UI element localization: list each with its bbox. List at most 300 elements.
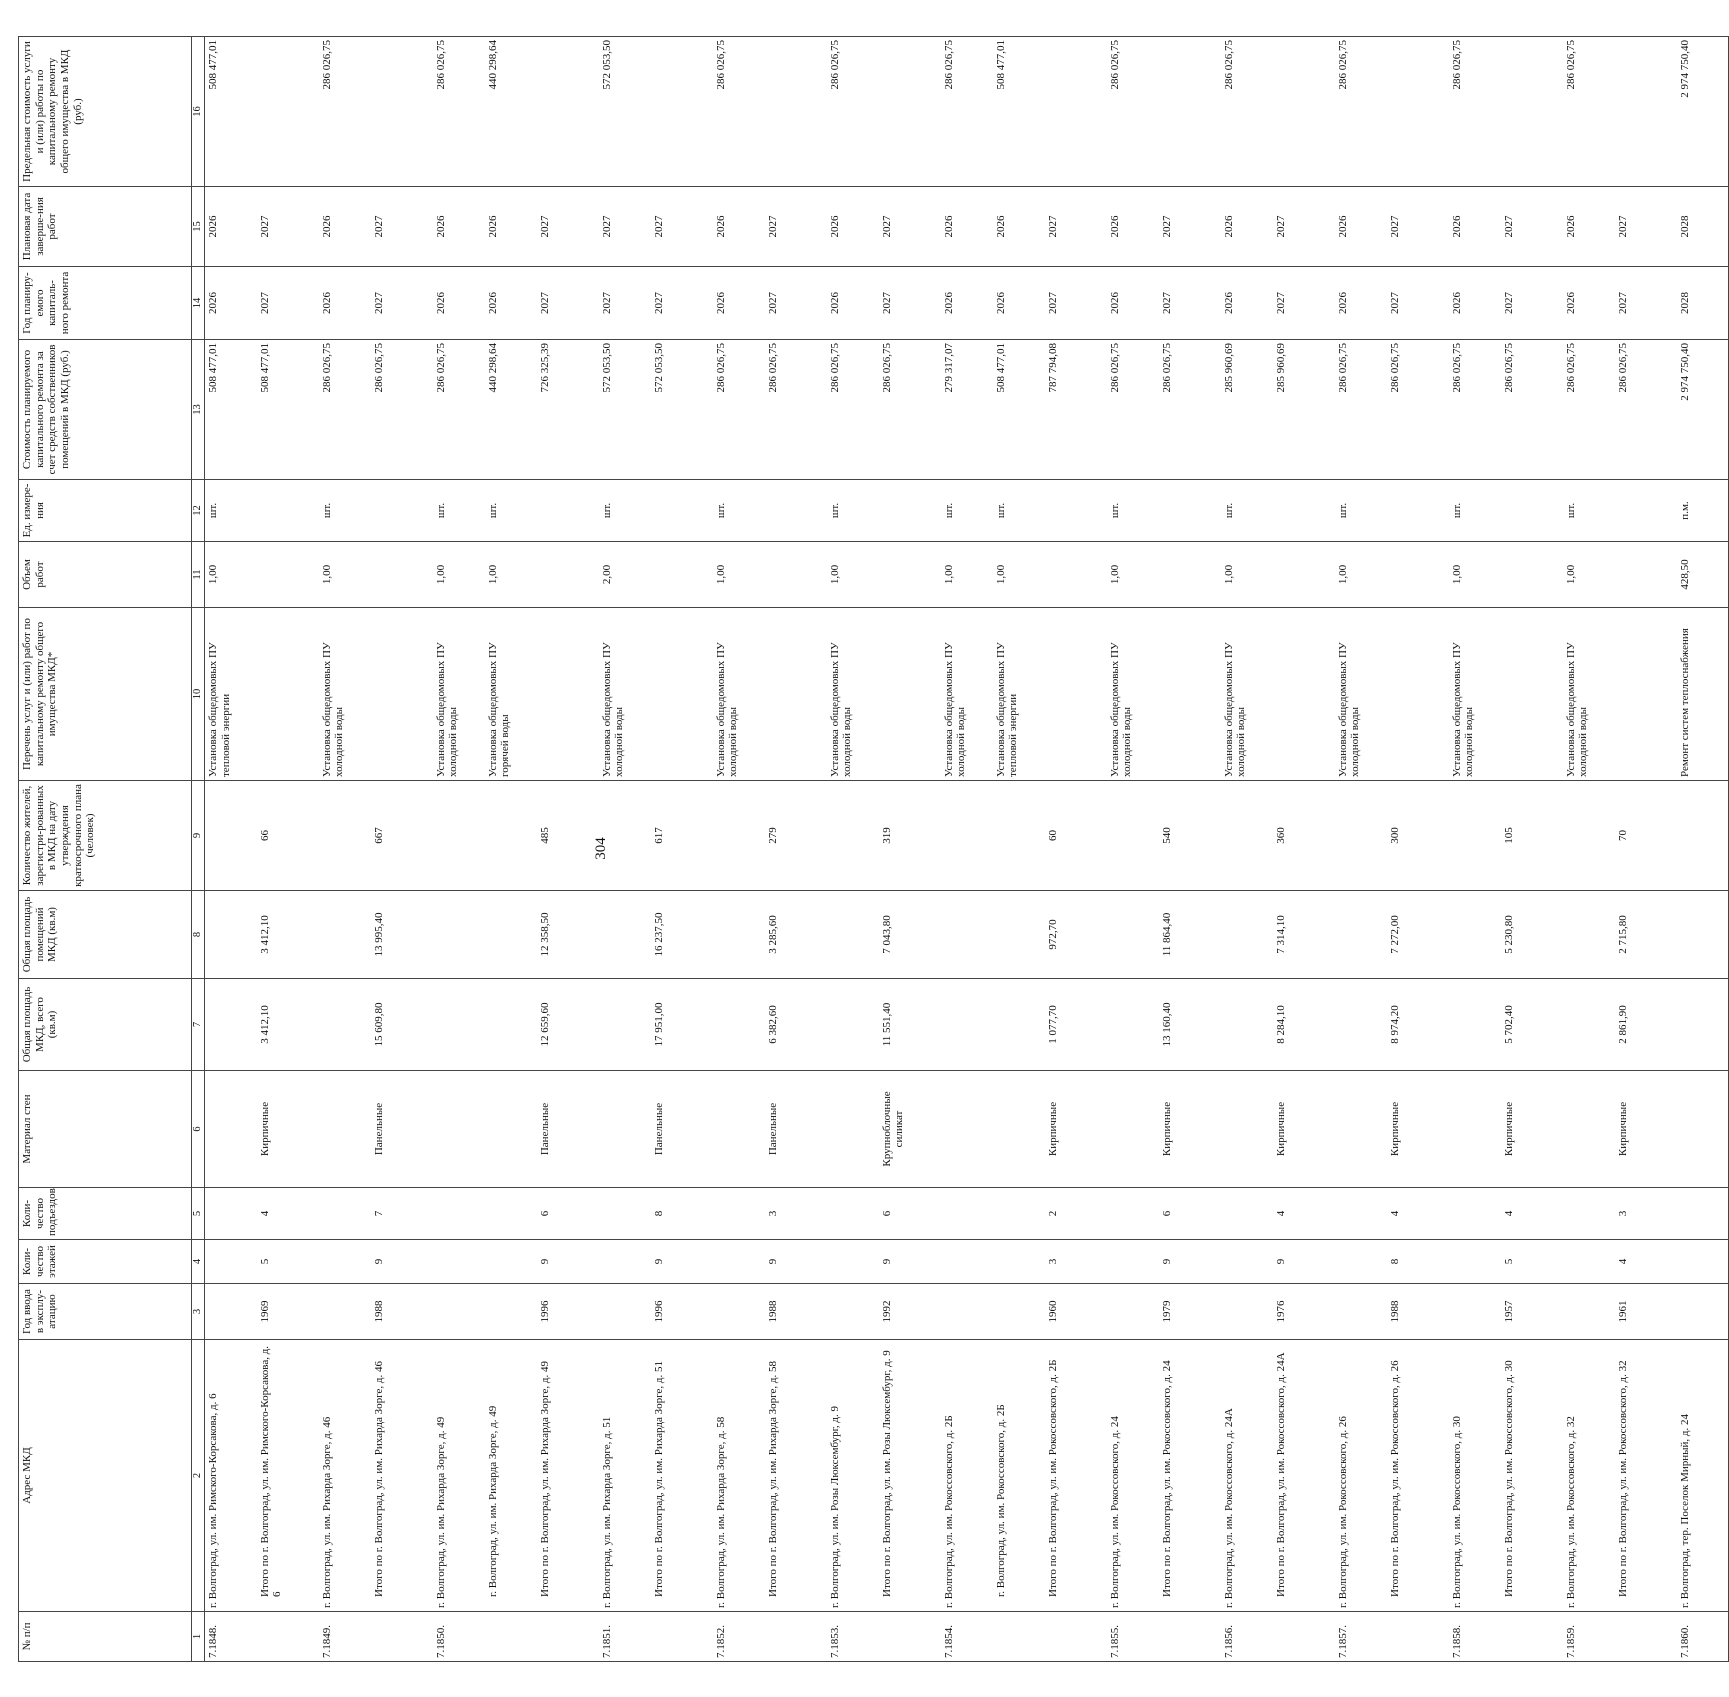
plan-year-cell: 2027 — [1159, 267, 1221, 340]
residents-cell — [1221, 781, 1273, 891]
residents-cell: 66 — [257, 781, 319, 891]
residents-cell: 667 — [371, 781, 433, 891]
entrances-cell — [993, 1188, 1045, 1240]
table-row — [1449, 37, 1501, 1662]
year-cell: 1988 — [1387, 1284, 1449, 1340]
year-cell — [319, 1284, 371, 1340]
volume-cell — [651, 542, 713, 608]
plan-year-cell: 2027 — [599, 267, 651, 340]
floors-cell — [1335, 1240, 1387, 1284]
area-total-cell — [1221, 979, 1273, 1071]
area-total-cell — [319, 979, 371, 1071]
table-body — [205, 37, 1729, 1662]
unit-cell — [1159, 480, 1221, 542]
column-header: № п/п — [19, 1612, 192, 1662]
limit-cost-cell — [537, 37, 599, 187]
year-cell — [433, 1284, 485, 1340]
work-cell — [651, 608, 713, 781]
end-date-cell: 2026 — [1449, 187, 1501, 267]
unit-cell — [371, 480, 433, 542]
area-total-cell: 1 077,70 — [1045, 979, 1107, 1071]
address-cell: г. Волгоград, ул. им. Рокоссовского, д. 30 — [1449, 1340, 1501, 1612]
residents-cell — [319, 781, 371, 891]
entrances-cell: 3 — [1615, 1188, 1677, 1240]
work-cell — [1273, 608, 1335, 781]
limit-cost-cell — [879, 37, 941, 187]
volume-cell: 1,00 — [1563, 542, 1615, 608]
material-cell: Кирпичные — [257, 1071, 319, 1188]
plan-year-cell: 2027 — [1273, 267, 1335, 340]
column-header: Год планиру-емого капиталь-ного ремонта — [19, 267, 192, 340]
limit-cost-cell — [651, 37, 713, 187]
area-rooms-cell: 16 237,50 — [651, 891, 713, 979]
entrances-cell — [941, 1188, 993, 1240]
volume-cell — [765, 542, 827, 608]
unit-cell: шт. — [941, 480, 993, 542]
column-number: 1 — [192, 1612, 205, 1662]
volume-cell: 1,00 — [941, 542, 993, 608]
entrances-cell: 6 — [537, 1188, 599, 1240]
area-total-cell: 8 974,20 — [1387, 979, 1449, 1071]
residents-cell: 485 — [537, 781, 599, 891]
unit-cell: шт. — [433, 480, 485, 542]
limit-cost-cell — [1159, 37, 1221, 187]
end-date-cell: 2026 — [1221, 187, 1273, 267]
volume-cell: 1,00 — [485, 542, 537, 608]
floors-cell — [1107, 1240, 1159, 1284]
table-row — [537, 37, 599, 1662]
entrances-cell: 2 — [1045, 1188, 1107, 1240]
area-total-cell: 11 551,40 — [879, 979, 941, 1071]
plan-year-cell: 2027 — [1615, 267, 1677, 340]
floors-cell: 9 — [765, 1240, 827, 1284]
address-cell: Итого по г. Волгоград, ул. им. Римского-Корсакова, д. 6 — [257, 1340, 319, 1612]
plan-year-cell: 2027 — [1387, 267, 1449, 340]
volume-cell: 1,00 — [713, 542, 765, 608]
cost-cell: 726 325,39 — [537, 340, 599, 480]
year-cell — [599, 1284, 651, 1340]
area-total-cell — [1563, 979, 1615, 1071]
column-number: 6 — [192, 1071, 205, 1188]
residents-cell — [205, 781, 257, 891]
volume-cell: 1,00 — [1449, 542, 1501, 608]
plan-year-cell: 2027 — [1045, 267, 1107, 340]
unit-cell: шт. — [599, 480, 651, 542]
limit-cost-cell: 2 974 750,40 — [1677, 37, 1729, 187]
material-cell — [1563, 1071, 1615, 1188]
end-date-cell: 2027 — [765, 187, 827, 267]
address-cell: г. Волгоград, ул. им. Рихарда Зорге, д. 46 — [319, 1340, 371, 1612]
column-header: Материал стен — [19, 1071, 192, 1188]
work-cell: Установка общедомовых ПУ холодной воды — [1449, 608, 1501, 781]
cost-cell: 508 477,01 — [205, 340, 257, 480]
floors-cell: 9 — [371, 1240, 433, 1284]
year-cell: 1988 — [371, 1284, 433, 1340]
entrances-cell: 4 — [1273, 1188, 1335, 1240]
material-cell — [1677, 1071, 1729, 1188]
address-cell: Итого по г. Волгоград, ул. им. Рокоссовского, д. 30 — [1501, 1340, 1563, 1612]
work-cell — [257, 608, 319, 781]
table-row — [1501, 37, 1563, 1662]
end-date-cell: 2027 — [371, 187, 433, 267]
address-cell: г. Волгоград, ул. им. Рихарда Зорге, д. 58 — [713, 1340, 765, 1612]
area-rooms-cell: 11 864,40 — [1159, 891, 1221, 979]
cost-cell: 572 053,50 — [651, 340, 713, 480]
volume-cell: 1,00 — [319, 542, 371, 608]
limit-cost-cell — [1273, 37, 1335, 187]
unit-cell: шт. — [713, 480, 765, 542]
area-rooms-cell: 3 412,10 — [257, 891, 319, 979]
work-cell — [1159, 608, 1221, 781]
material-cell — [827, 1071, 879, 1188]
unit-cell: шт. — [1563, 480, 1615, 542]
work-cell — [765, 608, 827, 781]
plan-year-cell: 2027 — [651, 267, 713, 340]
area-total-cell — [1107, 979, 1159, 1071]
entrances-cell — [1107, 1188, 1159, 1240]
material-cell — [599, 1071, 651, 1188]
plan-year-cell: 2026 — [1563, 267, 1615, 340]
address-cell: Итого по г. Волгоград, ул. им. Рокоссовского, д. 26 — [1387, 1340, 1449, 1612]
column-number: 13 — [192, 340, 205, 480]
row-number — [879, 1612, 941, 1662]
residents-cell — [941, 781, 993, 891]
area-rooms-cell — [319, 891, 371, 979]
plan-year-cell: 2027 — [257, 267, 319, 340]
area-rooms-cell: 972,70 — [1045, 891, 1107, 979]
entrances-cell — [1449, 1188, 1501, 1240]
limit-cost-cell: 286 026,75 — [1563, 37, 1615, 187]
plan-year-cell: 2026 — [1335, 267, 1387, 340]
residents-cell: 319 — [879, 781, 941, 891]
volume-cell — [1501, 542, 1563, 608]
cost-cell: 286 026,75 — [1615, 340, 1677, 480]
entrances-cell: 7 — [371, 1188, 433, 1240]
column-header: Общая площадь помещений МКД (кв.м) — [19, 891, 192, 979]
work-cell: Установка общедомовых ПУ горячей воды — [485, 608, 537, 781]
table-row — [1677, 37, 1729, 1662]
end-date-cell: 2027 — [257, 187, 319, 267]
area-rooms-cell — [1335, 891, 1387, 979]
cost-cell: 286 026,75 — [319, 340, 371, 480]
entrances-cell — [433, 1188, 485, 1240]
year-cell: 1979 — [1159, 1284, 1221, 1340]
row-number: 7.1858. — [1449, 1612, 1501, 1662]
page-number-text: 304 — [592, 836, 609, 860]
end-date-cell: 2026 — [827, 187, 879, 267]
unit-cell — [1501, 480, 1563, 542]
table-row — [257, 37, 319, 1662]
area-rooms-cell — [713, 891, 765, 979]
floors-cell — [993, 1240, 1045, 1284]
end-date-cell: 2026 — [713, 187, 765, 267]
year-cell: 1992 — [879, 1284, 941, 1340]
cost-cell: 286 026,75 — [1449, 340, 1501, 480]
row-number — [1045, 1612, 1107, 1662]
limit-cost-cell — [765, 37, 827, 187]
limit-cost-cell: 286 026,75 — [1449, 37, 1501, 187]
column-number: 16 — [192, 37, 205, 187]
row-number — [993, 1612, 1045, 1662]
limit-cost-cell — [1387, 37, 1449, 187]
floors-cell — [1449, 1240, 1501, 1284]
address-cell: Итого по г. Волгоград, ул. им. Рихарда Зорге, д. 49 — [537, 1340, 599, 1612]
unit-cell: шт. — [205, 480, 257, 542]
row-number — [257, 1612, 319, 1662]
end-date-cell: 2027 — [651, 187, 713, 267]
area-total-cell: 8 284,10 — [1273, 979, 1335, 1071]
year-cell: 1996 — [537, 1284, 599, 1340]
cost-cell: 572 053,50 — [599, 340, 651, 480]
limit-cost-cell: 286 026,75 — [319, 37, 371, 187]
table-row — [1045, 37, 1107, 1662]
cost-cell: 286 026,75 — [1563, 340, 1615, 480]
year-cell: 1969 — [257, 1284, 319, 1340]
row-number: 7.1852. — [713, 1612, 765, 1662]
unit-cell — [537, 480, 599, 542]
floors-cell: 8 — [1387, 1240, 1449, 1284]
table-row — [1387, 37, 1449, 1662]
residents-cell — [1677, 781, 1729, 891]
area-total-cell: 6 382,60 — [765, 979, 827, 1071]
row-number — [371, 1612, 433, 1662]
material-cell: Панельные — [651, 1071, 713, 1188]
material-cell: Кирпичные — [1045, 1071, 1107, 1188]
column-header: Общая площадь МКД, всего (кв.м) — [19, 979, 192, 1071]
limit-cost-cell — [1615, 37, 1677, 187]
entrances-cell: 3 — [765, 1188, 827, 1240]
material-cell: Кирпичные — [1501, 1071, 1563, 1188]
limit-cost-cell — [1045, 37, 1107, 187]
residents-cell — [1449, 781, 1501, 891]
area-total-cell: 15 609,80 — [371, 979, 433, 1071]
floors-cell — [941, 1240, 993, 1284]
rotated-table-container — [18, 37, 1691, 1662]
area-total-cell — [205, 979, 257, 1071]
address-cell: г. Волгоград, ул. им. Рокоссовского, д. 2Б — [993, 1340, 1045, 1612]
row-number: 7.1856. — [1221, 1612, 1273, 1662]
area-rooms-cell: 5 230,80 — [1501, 891, 1563, 979]
volume-cell — [1159, 542, 1221, 608]
column-number: 10 — [192, 608, 205, 781]
unit-cell: шт. — [485, 480, 537, 542]
year-cell — [1563, 1284, 1615, 1340]
end-date-cell: 2027 — [1159, 187, 1221, 267]
area-rooms-cell: 7 043,80 — [879, 891, 941, 979]
entrances-cell: 6 — [879, 1188, 941, 1240]
end-date-cell: 2026 — [205, 187, 257, 267]
table-row — [433, 37, 485, 1662]
floors-cell: 9 — [879, 1240, 941, 1284]
address-cell: г. Волгоград, ул. им. Рихарда Зорге, д. 49 — [485, 1340, 537, 1612]
cost-cell: 286 026,75 — [1335, 340, 1387, 480]
year-cell — [827, 1284, 879, 1340]
year-cell: 1961 — [1615, 1284, 1677, 1340]
unit-cell — [879, 480, 941, 542]
plan-year-cell: 2027 — [371, 267, 433, 340]
residents-cell — [1107, 781, 1159, 891]
floors-cell: 4 — [1615, 1240, 1677, 1284]
residents-cell: 360 — [1273, 781, 1335, 891]
area-rooms-cell: 7 314,10 — [1273, 891, 1335, 979]
entrances-cell — [1221, 1188, 1273, 1240]
unit-cell: шт. — [993, 480, 1045, 542]
row-number — [1159, 1612, 1221, 1662]
address-cell: Итого по г. Волгоград, ул. им. Рокоссовского, д. 24 — [1159, 1340, 1221, 1612]
material-cell — [1107, 1071, 1159, 1188]
table-row — [993, 37, 1045, 1662]
table-row — [941, 37, 993, 1662]
entrances-cell: 4 — [1501, 1188, 1563, 1240]
limit-cost-cell — [1501, 37, 1563, 187]
table-row — [1335, 37, 1387, 1662]
material-cell: Панельные — [765, 1071, 827, 1188]
volume-cell — [371, 542, 433, 608]
volume-cell — [257, 542, 319, 608]
year-cell — [941, 1284, 993, 1340]
work-cell: Установка общедомовых ПУ холодной воды — [713, 608, 765, 781]
unit-cell — [1615, 480, 1677, 542]
residents-cell: 60 — [1045, 781, 1107, 891]
row-number: 7.1853. — [827, 1612, 879, 1662]
area-total-cell — [713, 979, 765, 1071]
address-cell: г. Волгоград, ул. им. Рихарда Зорге, д. 49 — [433, 1340, 485, 1612]
work-cell — [1387, 608, 1449, 781]
area-total-cell — [485, 979, 537, 1071]
floors-cell: 9 — [1273, 1240, 1335, 1284]
area-total-cell: 17 951,00 — [651, 979, 713, 1071]
end-date-cell: 2026 — [319, 187, 371, 267]
volume-cell — [1615, 542, 1677, 608]
limit-cost-cell: 286 026,75 — [941, 37, 993, 187]
unit-cell: шт. — [1449, 480, 1501, 542]
residents-cell: 70 — [1615, 781, 1677, 891]
cost-cell: 286 026,75 — [713, 340, 765, 480]
column-number: 4 — [192, 1240, 205, 1284]
area-rooms-cell — [941, 891, 993, 979]
year-cell — [993, 1284, 1045, 1340]
end-date-cell: 2027 — [1615, 187, 1677, 267]
material-cell — [941, 1071, 993, 1188]
address-cell: г. Волгоград, тер. Поселок Мирный, д. 24 — [1677, 1340, 1729, 1612]
material-cell: Кирпичные — [1273, 1071, 1335, 1188]
end-date-cell: 2027 — [1045, 187, 1107, 267]
material-cell — [993, 1071, 1045, 1188]
year-cell: 1988 — [765, 1284, 827, 1340]
area-rooms-cell: 12 358,50 — [537, 891, 599, 979]
cost-cell: 286 026,75 — [1159, 340, 1221, 480]
cost-cell: 286 026,75 — [1107, 340, 1159, 480]
table-row — [765, 37, 827, 1662]
row-number — [651, 1612, 713, 1662]
plan-year-cell: 2026 — [1221, 267, 1273, 340]
area-rooms-cell — [433, 891, 485, 979]
entrances-cell — [205, 1188, 257, 1240]
volume-cell: 1,00 — [433, 542, 485, 608]
work-cell: Установка общедомовых ПУ холодной воды — [941, 608, 993, 781]
row-number — [485, 1612, 537, 1662]
area-total-cell: 2 861,90 — [1615, 979, 1677, 1071]
end-date-cell: 2026 — [485, 187, 537, 267]
end-date-cell: 2028 — [1677, 187, 1729, 267]
column-number: 9 — [192, 781, 205, 891]
address-cell: Итого по г. Волгоград, ул. им. Розы Люксембург, д. 9 — [879, 1340, 941, 1612]
row-number — [1501, 1612, 1563, 1662]
work-cell: Установка общедомовых ПУ тепловой энергии — [993, 608, 1045, 781]
end-date-cell: 2026 — [1107, 187, 1159, 267]
end-date-cell: 2027 — [1387, 187, 1449, 267]
address-cell: г. Волгоград, ул. им. Рокоссовского, д. 26 — [1335, 1340, 1387, 1612]
residents-cell — [1335, 781, 1387, 891]
floors-cell — [1221, 1240, 1273, 1284]
column-number: 7 — [192, 979, 205, 1071]
limit-cost-cell: 508 477,01 — [993, 37, 1045, 187]
unit-cell — [765, 480, 827, 542]
column-header: Стоимость планируемого капитального ремонта за счет средств собственников помещений в МКД (руб.) — [19, 340, 192, 480]
plan-year-cell: 2026 — [1107, 267, 1159, 340]
plan-year-cell: 2026 — [993, 267, 1045, 340]
cost-cell: 2 974 750,40 — [1677, 340, 1729, 480]
work-cell: Установка общедомовых ПУ холодной воды — [319, 608, 371, 781]
material-cell — [1449, 1071, 1501, 1188]
row-number — [1615, 1612, 1677, 1662]
address-cell: Итого по г. Волгоград, ул. им. Рокоссовского, д. 2Б — [1045, 1340, 1107, 1612]
area-total-cell — [1677, 979, 1729, 1071]
year-cell: 1957 — [1501, 1284, 1563, 1340]
end-date-cell: 2027 — [879, 187, 941, 267]
column-number: 5 — [192, 1188, 205, 1240]
column-header: Количество жителей, зарегистри-рованных в МКД на дату утверждения краткосрочного плана (человек) — [19, 781, 192, 891]
work-cell: Ремонт систем теплоснабжения — [1677, 608, 1729, 781]
material-cell: Панельные — [371, 1071, 433, 1188]
limit-cost-cell: 286 026,75 — [1221, 37, 1273, 187]
year-cell — [1335, 1284, 1387, 1340]
table-row — [1273, 37, 1335, 1662]
residents-cell: 300 — [1387, 781, 1449, 891]
area-rooms-cell — [485, 891, 537, 979]
table-row — [1159, 37, 1221, 1662]
area-total-cell — [599, 979, 651, 1071]
volume-cell: 2,00 — [599, 542, 651, 608]
limit-cost-cell: 286 026,75 — [827, 37, 879, 187]
row-number: 7.1855. — [1107, 1612, 1159, 1662]
address-cell: Итого по г. Волгоград, ул. им. Рихарда Зорге, д. 46 — [371, 1340, 433, 1612]
area-rooms-cell — [1449, 891, 1501, 979]
entrances-cell — [1335, 1188, 1387, 1240]
cost-cell: 285 960,69 — [1273, 340, 1335, 480]
area-rooms-cell — [1221, 891, 1273, 979]
column-number: 2 — [192, 1340, 205, 1612]
entrances-cell: 4 — [257, 1188, 319, 1240]
unit-cell: шт. — [1335, 480, 1387, 542]
plan-year-cell: 2028 — [1677, 267, 1729, 340]
column-header: Перечень услуг и (или) работ по капитальному ремонту общего имущества МКД* — [19, 608, 192, 781]
unit-cell: шт. — [319, 480, 371, 542]
capital-repair-table — [18, 36, 1729, 1662]
residents-cell: 105 — [1501, 781, 1563, 891]
year-cell: 1976 — [1273, 1284, 1335, 1340]
table-row — [485, 37, 537, 1662]
residents-cell — [713, 781, 765, 891]
address-cell: г. Волгоград, ул. им. Рихарда Зорге, д. 51 — [599, 1340, 651, 1612]
area-rooms-cell — [1677, 891, 1729, 979]
work-cell: Установка общедомовых ПУ холодной воды — [1221, 608, 1273, 781]
address-cell: Итого по г. Волгоград, ул. им. Рихарда Зорге, д. 51 — [651, 1340, 713, 1612]
unit-cell — [1387, 480, 1449, 542]
column-header: Коли-чество подъездов — [19, 1188, 192, 1240]
table-row — [651, 37, 713, 1662]
volume-cell: 1,00 — [827, 542, 879, 608]
